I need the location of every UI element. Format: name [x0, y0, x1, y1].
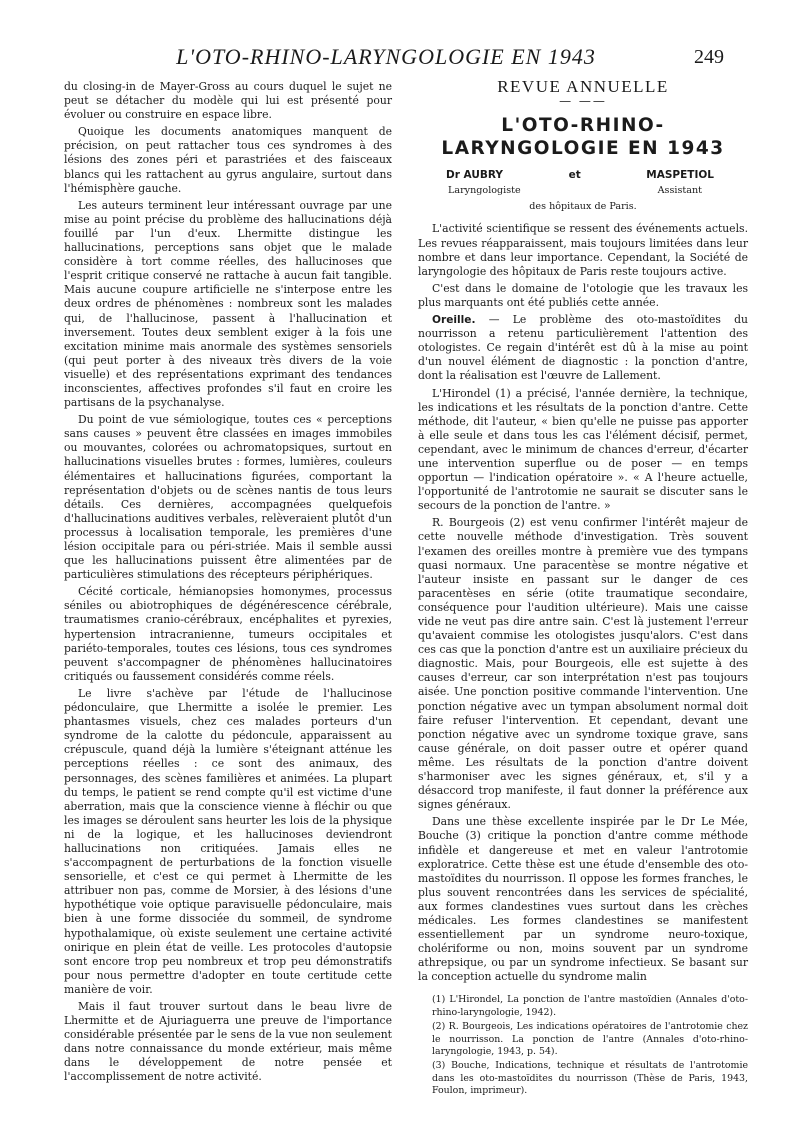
section-label: REVUE ANNUELLE	[497, 77, 669, 96]
author-role: Assistant	[657, 185, 702, 197]
paragraph: L'Hirondel (1) a précisé, l'année dernière, la technique, les indications et les résultats de la ponction d'antre. Cette méthode, dit l'auteur, « bien qu'elle ne puisse pas apporter à elle seule et dans tous les cas l'élément décisif, permet, cependant, avec le minimum de chances d'erreur, d'écarter une intervention superflue ou de poser — en temps opportun — l'indication opératoire ». « A l'heure actuelle, l'opportunité de l'antrotomie ne saurait se discuter sans le secours de la ponction de l'antre. »	[418, 386, 748, 513]
paragraph: Cécité corticale, hémianopsies homonymes, processus séniles ou abiotrophiques de dégénérescence cérébrale, traumatismes cranio-cérébraux, encéphalites et pyrexies, hypertension intracranienne, tumeurs occipitales et pariéto-temporales, toutes ces lésions, tous ces syndromes peuvent s'accompagner de phénomènes hallucinatoires critiqués ou faussement considérés comme réels.	[64, 585, 392, 683]
paragraph: Quoique les documents anatomiques manquent de précision, on peut rattacher tous ces syndromes à des lésions des zones péri et parastriées et des faisceaux blancs qui les rattachent au gyrus angulaire, surtout dans l'hémisphère gauche.	[64, 125, 392, 195]
paragraph: Le livre s'achève par l'étude de l'hallucinose pédonculaire, que Lhermitte a isolée le premier. Les phantasmes visuels, chez ces malades porteurs d'un syndrome de la calotte du pédoncule, apparaissent au crépuscule, quand déjà la lumière s'éteignant atténue les perceptions réelles : ce sont des animaux, des personnages, des scènes familières et animées. La plupart du temps, le patient se rend compte qu'il est victime d'une aberration, mais que la conscience vienne à fléchir ou que les images se déroulent sans heurter les lois de la physique ni de la logique, et les hallucinoses deviendront hallucinations non critiquées. Jamais elles ne s'accompagnent de perturbations de la fonction visuelle sensorielle, et c'est ce qui permet à Lhermitte de les attribuer non pas, comme de Morsier, à des lésions d'une hypothétique voie optique paravisuelle pédonculaire, mais bien à une forme dissociée du sommeil, de syndrome hypothalamique, où existe seulement une certaine activité onirique en plein état de veille. Les protocoles d'autopsie sont encore trop peu nombreux et trop peu démonstratifs pour nous permettre d'adopter en toute certitude cette manière de voir.	[64, 686, 392, 996]
author-role: Laryngologiste	[448, 185, 521, 197]
paragraph: Dans une thèse excellente inspirée par le Dr Le Mée, Bouche (3) critique la ponction d'antre comme méthode infidèle et dangereuse et met en valeur l'antrotomie exploratrice. Cette thèse est une étude d'ensemble des oto-mastoïdites du nourrisson. Il oppose les formes franches, le plus souvent rencontrées dans les services de spécialité, aux formes clandestines vues surtout dans les crèches médicales. Les formes clandestines se manifestent essentiellement par un syndrome neuro-toxique, cholériforme ou non, moins souvent par un syndrome athrepsique, ou par un syndrome infectieux. Se basant sur la conception actuelle du syndrome malin	[418, 815, 748, 984]
footnote: (1) L'Hirondel, La ponction de l'antre mastoïdien (Annales d'oto-rhino-laryngologie, 1942).	[432, 994, 748, 1018]
left-column	[64, 80, 392, 1088]
running-title: L'OTO-RHINO-LARYNGOLOGIE EN 1943	[176, 44, 596, 69]
author-joiner: et	[568, 169, 581, 182]
paragraph: C'est dans le domaine de l'otologie que les travaux les plus marquants ont été publiés cette année.	[418, 281, 748, 309]
paragraph: du closing-in de Mayer-Gross au cours duquel le sujet ne peut se détacher du modèle qui lui est présenté pour évoluer ou construire en espace libre.	[64, 80, 392, 122]
article-title	[418, 114, 748, 160]
right-column	[418, 77, 749, 1100]
paragraph: L'activité scientifique se ressent des événements actuels. Les revues réapparaissent, mais toujours limitées dans leur nombre et dans leur importance. Cependant, la Société de laryngologie des hôpitaux de Paris reste toujours active.	[418, 222, 748, 278]
paragraph: Du point de vue sémiologique, toutes ces « perceptions sans causes » peuvent être classées en images immobiles ou mouvantes, colorées ou achromatopsiques, surtout en hallucinations visuelles brutes : formes, lumières, couleurs élémentaires et hallucinations figurées, comportant la représentation d'objets ou de scènes nantis de tous leurs détails. Ces dernières, accompagnées quelquefois d'hallucinations auditives verbales, relèveraient plutôt d'un processus à localisation temporale, les premières d'une lésion occipitale para ou péri-striée. Mais il semble aussi que les hallucinations puissent être alimentées par de particulières stimulations des récepteurs périphériques.	[64, 413, 392, 582]
article-title-line: LARYNGOLOGIE EN 1943	[441, 138, 725, 160]
author-roles	[418, 184, 748, 198]
author-name: MASPETIOL	[646, 169, 714, 182]
paragraph: R. Bourgeois (2) est venu confirmer l'intérêt majeur de cette nouvelle méthode d'investigation. Très souvent l'examen des oreilles montre à première vue des tympans quasi normaux. Une paracentèse se montre négative et l'auteur insiste en passant sur le danger de ces paracentèses en série (otite traumatique secondaire, conséquence pour l'audition ultérieure). Mais une caisse vide ne veut pas dire antre sain. C'est là justement l'erreur qu'avaient commise les otologistes jusqu'alors. C'est dans ces cas que la ponction d'antre est un auxiliaire précieux du diagnostic. Mais, pour Bourgeois, elle est sujette à des causes d'erreur, car son interprétation n'est pas toujours aisée. Une ponction positive commande l'intervention. Une ponction négative avec un tympan absolument normal doit faire refuser l'intervention. Et cependant, devant une ponction négative avec un syndrome toxique grave, sans cause générale, on doit passer outre et opérer quand même. Les résultats de la ponction d'antre doivent s'harmoniser avec les signes généraux, et, s'il y a désaccord trop manifeste, il faut donner la préférence aux signes généraux.	[418, 516, 749, 812]
subsection-text: — Le problème des oto-mastoïdites du nourrisson a retenu particulièrement l'attention des otologistes. Ce regain d'intérêt est dû à la mise au point d'un nouvel élément de diagnostic : la ponction d'antre, dont la réalisation est l'œuvre de Lallement.	[418, 313, 748, 383]
section-rule: — ——	[559, 94, 607, 109]
subsection-label: Oreille.	[432, 314, 476, 327]
author-affiliation: des hôpitaux de Paris.	[529, 201, 637, 213]
paragraph: Les auteurs terminent leur intéressant ouvrage par une mise au point précise du problème des hallucinations déjà fouillé par l'un d'eux. Lhermitte distingue les hallucinations, perceptions sans objet que le malade considère à tort comme réelles, des hallucinoses que l'esprit critique conservé ne rattache à aucun fait tangible. Mais aucune coupure artificielle ne s'interpose entre les deux ordres de phénomènes : nombreux sont les malades qui, de l'hallucinose, passent à l'hallucination et inversement. Toutes deux semblent exiger à la fois une excitation minime mais anormale des systèmes sensoriels (qui peut porter à des niveaux très divers de la voie visuelle) et des représentations exprimant des tendances inconscientes, affectives profondes s'il faut en croire les partisans de la psychanalyse.	[64, 198, 392, 410]
paragraph	[418, 313, 748, 383]
paragraph: Mais il faut trouver surtout dans le beau livre de Lhermitte et de Ajuriaguerra une preuve de l'importance considérable présentée par le sens de la vue non seulement dans notre connaissance du monde extérieur, mais même dans le développement de notre pensée et l'accomplissement de notre activité.	[64, 1000, 392, 1084]
article-title-line: L'OTO-RHINO-	[501, 115, 665, 137]
footnote: (2) R. Bourgeois, Les indications opératoires de l'antrotomie chez le nourrisson. La ponction de l'antre (Annales d'oto-rhino-laryngologie, 1943, p. 54).	[432, 1021, 748, 1058]
author-name: Dr AUBRY	[446, 169, 503, 182]
footnotes	[418, 994, 748, 1097]
author-line	[418, 168, 748, 182]
page-number: 249	[694, 46, 724, 68]
footnote: (3) Bouche, Indications, technique et résultats de l'antrotomie dans les oto-mastoïdites du nourrisson (Thèse de Paris, 1943, Foulon, imprimeur).	[432, 1060, 748, 1097]
